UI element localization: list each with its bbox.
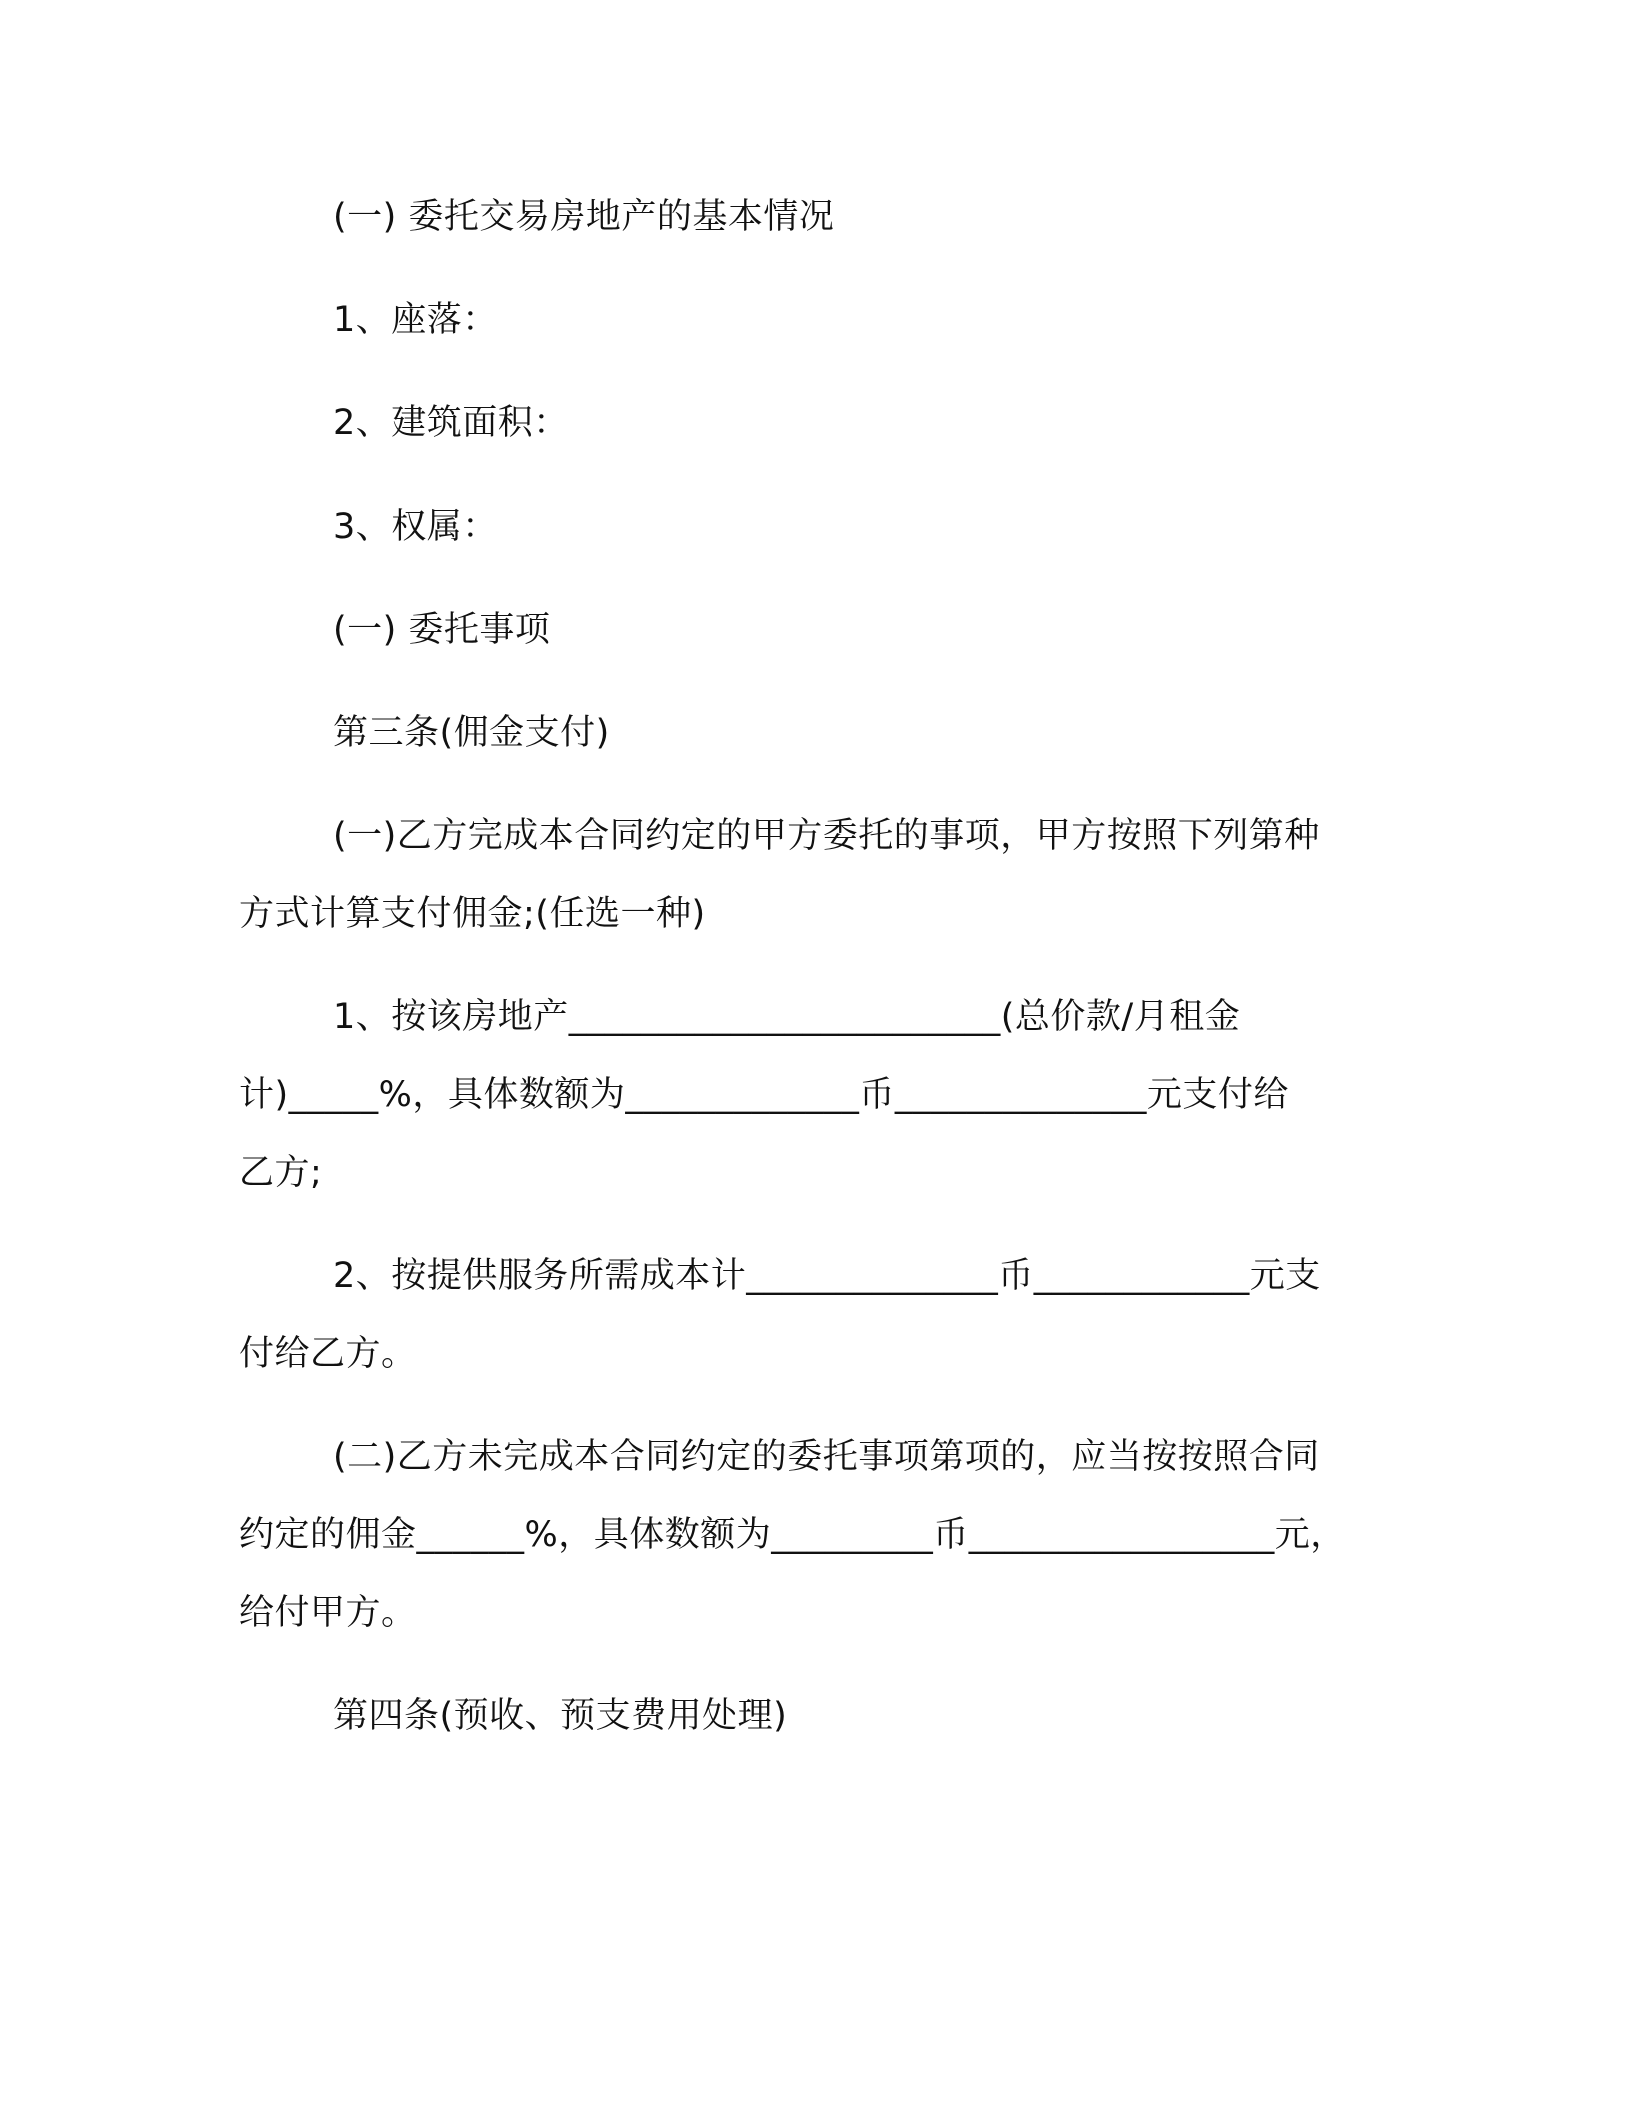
paragraph-line: 给付甲方。: [239, 1593, 417, 1633]
paragraph-line: 1、按该房地产________________________(总价款/月租金: [333, 997, 1241, 1037]
paragraph-line: 约定的佣金______%，具体数额为_________币_________________元，: [239, 1515, 1346, 1555]
paragraph-line: 2、按提供服务所需成本计______________币____________元支: [333, 1256, 1321, 1296]
paragraph-line: (二)乙方未完成本合同约定的委托事项第项的，应当按按照合同: [333, 1437, 1320, 1477]
item-ownership: 3、权属：: [333, 507, 498, 547]
paragraph-line: 乙方;: [239, 1153, 323, 1193]
paragraph-line: 付给乙方。: [239, 1334, 417, 1374]
paragraph-line: 计)_____%，具体数额为_____________币______________元支付给: [239, 1075, 1289, 1115]
article-three-heading: 第三条(佣金支付): [333, 713, 610, 753]
section-heading-entrusted-matters: (一) 委托事项: [333, 610, 551, 650]
article-four-heading: 第四条(预收、预支费用处理): [333, 1696, 788, 1736]
paragraph-line: (一)乙方完成本合同约定的甲方委托的事项，甲方按照下列第种: [333, 816, 1320, 856]
item-location: 1、座落：: [333, 300, 498, 340]
section-heading-property-info: (一) 委托交易房地产的基本情况: [333, 197, 835, 237]
paragraph-line: 方式计算支付佣金;(任选一种): [239, 894, 706, 934]
item-floor-area: 2、建筑面积：: [333, 403, 569, 443]
